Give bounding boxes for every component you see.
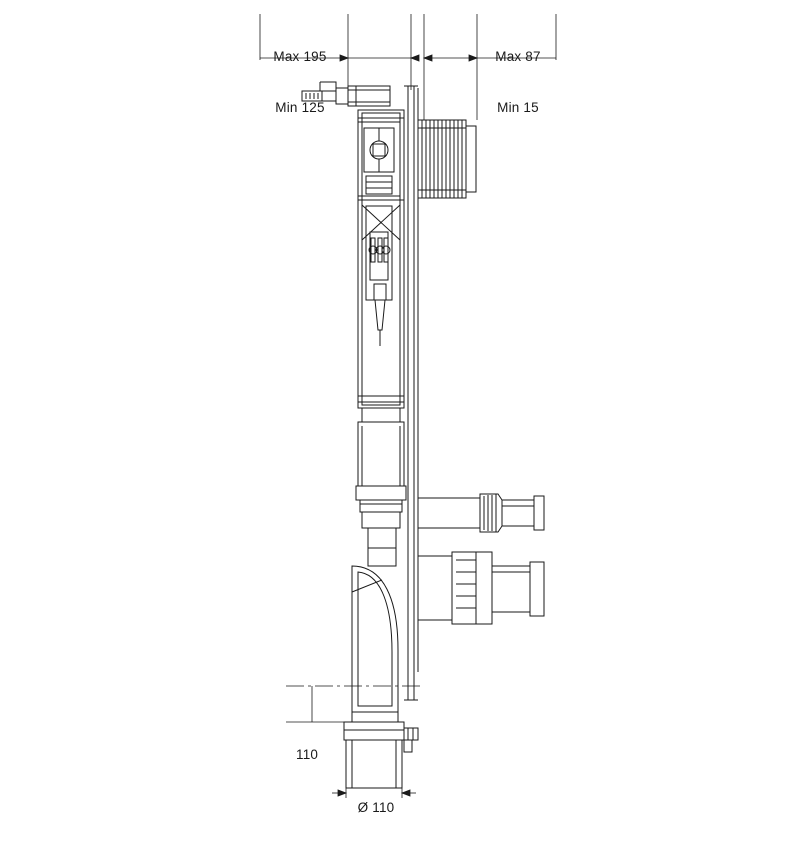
dimension-label-110: 110 [296,747,319,762]
waste-pipe-connector-lower [418,552,544,624]
dimension-label-outlet-height [296,712,336,797]
dimension-label-max-195: Max 195 [273,49,327,64]
dimension-label-wall-offset-range [462,14,574,150]
bottom-fixing-bolt [404,728,418,752]
dimension-label-min-125: Min 125 [275,100,325,115]
support-frame-rail [404,86,418,700]
float-valve-assembly [366,206,392,346]
dimension-label-diameter-110: Ø 110 [357,800,395,815]
flush-pipe-connector-upper [418,494,544,532]
flush-pipe-collar [356,408,406,548]
flush-valve-housing [358,122,400,196]
dimension-label-max-87: Max 87 [495,49,541,64]
cistern-body-outline [358,110,404,408]
waste-outlet-elbow [352,548,398,722]
dimension-label-outlet-diameter [336,765,416,850]
dimension-label-min-15: Min 15 [497,100,539,115]
dimension-label-flush-range [244,14,356,150]
